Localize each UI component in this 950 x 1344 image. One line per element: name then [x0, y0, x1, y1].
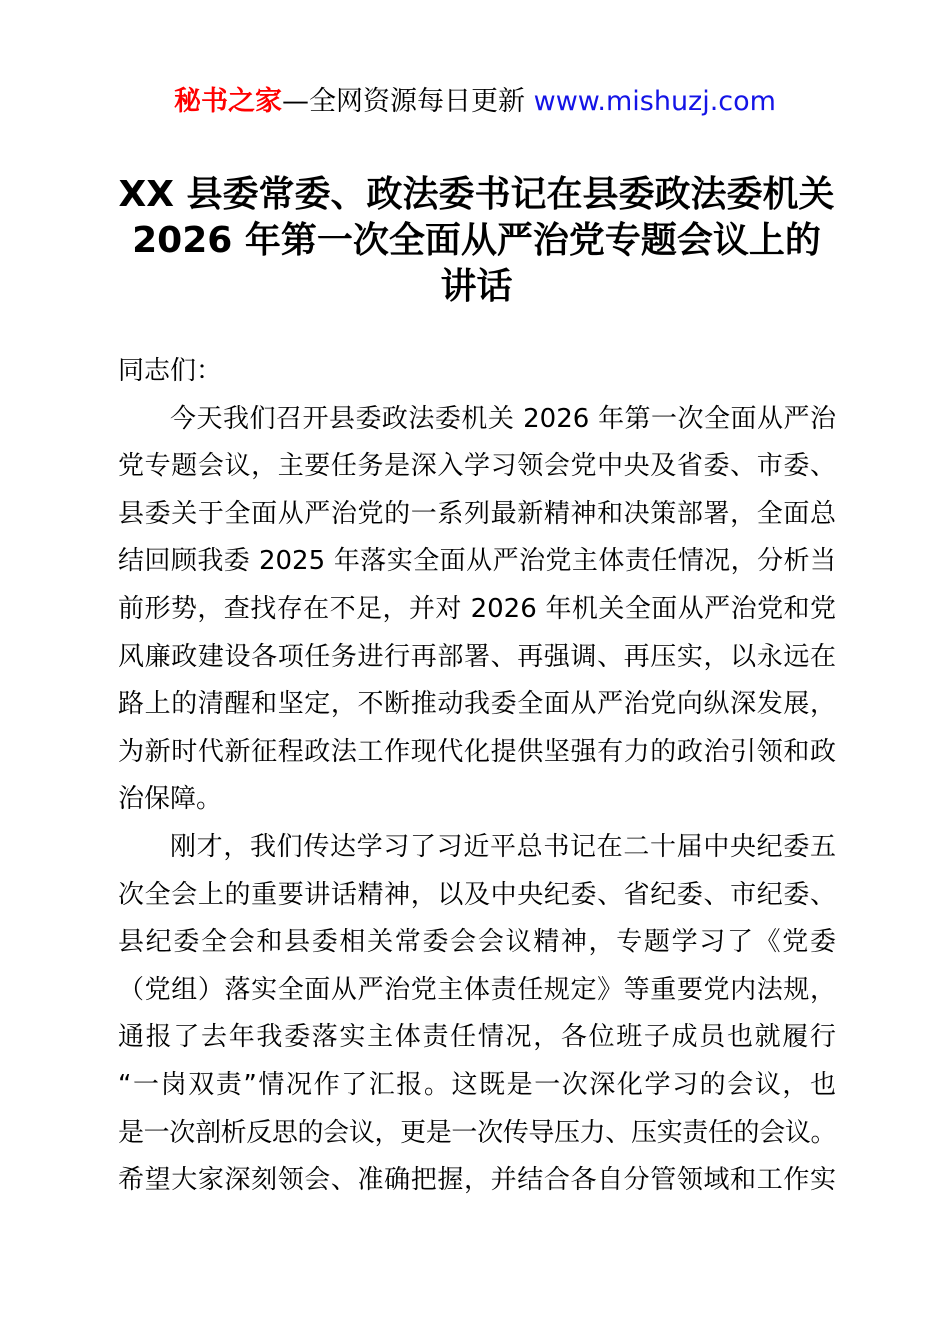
site-header	[0, 0, 950, 118]
body-line: 为新时代新征程政法工作现代化提供坚强有力的政治引领和政	[118, 736, 836, 767]
body-line: 希望大家深刻领会、准确把握，并结合各自分管领域和工作实	[118, 1165, 836, 1196]
body-line: 风廉政建设各项任务进行再部署、再强调、再压实，以永远在	[118, 641, 836, 672]
title-line: 讲话	[440, 266, 513, 307]
body-line: 同志们：	[118, 356, 223, 386]
body-line: 县纪委全会和县委相关常委会会议精神，专题学习了《党委	[118, 927, 836, 958]
body-line: 是一次剖析反思的会议，更是一次传导压力、压实责任的会议。	[118, 1117, 836, 1148]
body-line: 党专题会议，主要任务是深入学习领会党中央及省委、市委、	[118, 451, 836, 482]
document-title	[118, 172, 835, 310]
site-name: 秘书之家	[174, 86, 283, 117]
site-url-link[interactable]: www.mishuzj.com	[533, 86, 776, 117]
body-line: 前形势，查找存在不足，并对 2026 年机关全面从严治党和党	[118, 593, 836, 624]
body-line: 路上的清醒和坚定，不断推动我委全面从严治党向纵深发展，	[118, 689, 836, 720]
site-tagline: —全网资源每日更新	[282, 86, 534, 117]
body-line: 次全会上的重要讲话精神，以及中央纪委、省纪委、市纪委、	[118, 879, 836, 910]
title-line: XX 县委常委、政法委书记在县委政法委机关	[118, 174, 835, 215]
body-line: 结回顾我委 2025 年落实全面从严治党主体责任情况，分析当	[118, 546, 836, 577]
body-line: 治保障。	[118, 784, 223, 815]
body-line: 今天我们召开县委政法委机关 2026 年第一次全面从严治	[170, 403, 836, 434]
body-line: “一岗双责”情况作了汇报。这既是一次深化学习的会议，也	[118, 1069, 836, 1100]
body-line: （党组）落实全面从严治党主体责任规定》等重要党内法规，	[118, 974, 836, 1005]
body-line: 县委关于全面从严治党的一系列最新精神和决策部署，全面总	[118, 498, 836, 529]
document-body	[118, 348, 836, 1205]
body-line: 通报了去年我委落实主体责任情况，各位班子成员也就履行	[118, 1022, 836, 1053]
title-line: 2026 年第一次全面从严治党专题会议上的	[132, 220, 821, 261]
body-line: 刚才，我们传达学习了习近平总书记在二十届中央纪委五	[170, 831, 836, 862]
